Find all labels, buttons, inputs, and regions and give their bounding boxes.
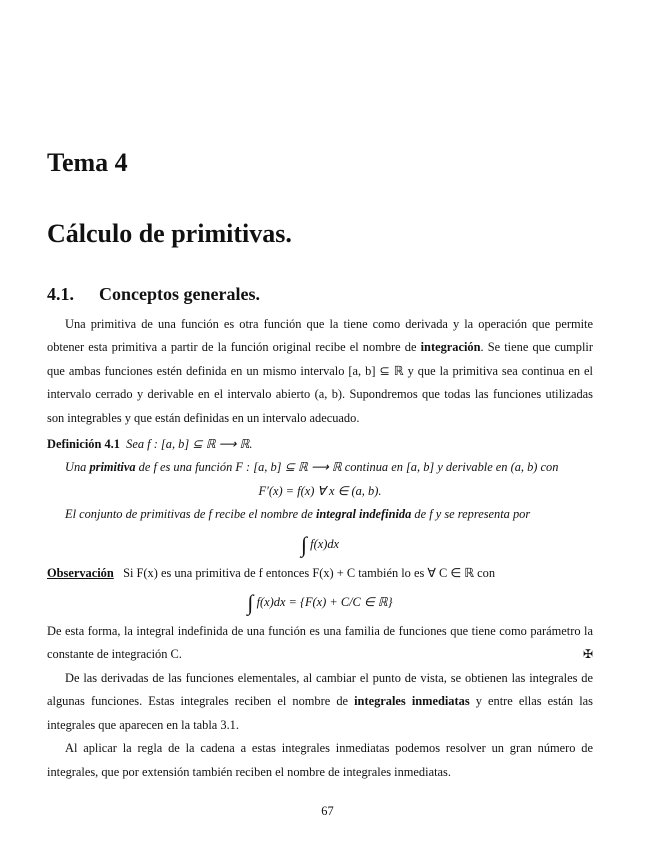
observation-text: Si F(x) es una primitiva de f entonces F(x) + C también lo es ∀ C ∈ ℝ con [123,565,496,580]
p2-bold-term: integrales inmediatas [354,694,470,709]
p1-bold-term: integración [420,340,481,355]
section-heading [47,284,260,305]
integral-sign-icon: ∫ [247,590,254,616]
p1-text-cont: . Se tiene que cumplir que ambas funciones estén definida en un mismo intervalo [a, b] ⊆ ℝ y que la primitiva sea continua en el intervalo cerrado y derivable en el intervalo abierto (a, b). Supondremos que todas las funciones utilizadas son integrables y que están definidas en un intervalo adecuado. [47,340,594,425]
def-line2-pre: El conjunto de primitivas de f recibe el nombre de [65,507,316,522]
chapter-title: Cálculo de primitivas. [47,219,292,248]
observation-after-text: De esta forma, la integral indefinida de una función es una familia de funciones que tiene como parámetro la constante de integración C. [47,624,593,662]
def-line1-post: de f es una función F : [a, b] ⊆ ℝ ⟶ ℝ continua en [a, b] y derivable en (a, b) con [135,460,559,475]
main-text [47,313,593,784]
paragraph-intro [47,313,593,430]
definition-line1 [47,456,593,479]
p1-text: Una primitiva de una función es otra función que la tiene como derivada y la operación que permite obtener esta primitiva a partir de la función original recibe el nombre de [47,317,593,355]
section-number: 4.1. [47,284,74,304]
definition-lead-text: Sea f : [a, b] ⊆ ℝ ⟶ ℝ. [126,437,253,452]
observation-line [47,562,593,585]
section-title: Conceptos generales. [99,284,260,304]
equation-derivative: F′(x) = f(x) ∀ x ∈ (a, b). [258,483,382,498]
equation-family [47,585,593,620]
definition-line2 [47,503,593,526]
family-expr: f(x)dx = {F(x) + C/C ∈ ℝ} [256,595,393,610]
def-bold-integral: integral indefinida [315,507,412,522]
integral-sign-icon: ∫ [300,531,308,557]
p2-text: De las derivadas de las funciones elementales, al cambiar el punto de vista, se obtienen las integrales de algunas funciones. Estas integrales reciben el nombre de [47,670,593,709]
equation-integral [47,527,593,562]
def-line2-post: de f y se representa por [411,507,531,522]
chapter-heading: Tema 4 [47,148,128,177]
qed-icon: ✠ [582,647,593,662]
definition-lead [47,433,593,456]
def-bold-primitiva: primitiva [89,460,136,475]
integral-expr: f(x)dx [310,536,340,551]
paragraph-immediate [47,667,593,737]
p2-text-cont: y entre ellas están las integrales que aparecen en la tabla 3.1. [47,694,593,732]
definition-label: Definición 4.1 [47,437,120,452]
observation-after [47,620,593,667]
page-number: 67 [321,804,334,818]
observation-label: Observación [47,565,114,580]
paragraph-chain-rule: Al aplicar la regla de la cadena a estas integrales inmediatas podemos resolver un gran número de integrales, que por extensión también reciben el nombre de integrales inmediatas. [47,741,593,779]
def-line1-pre: Una [65,460,90,475]
